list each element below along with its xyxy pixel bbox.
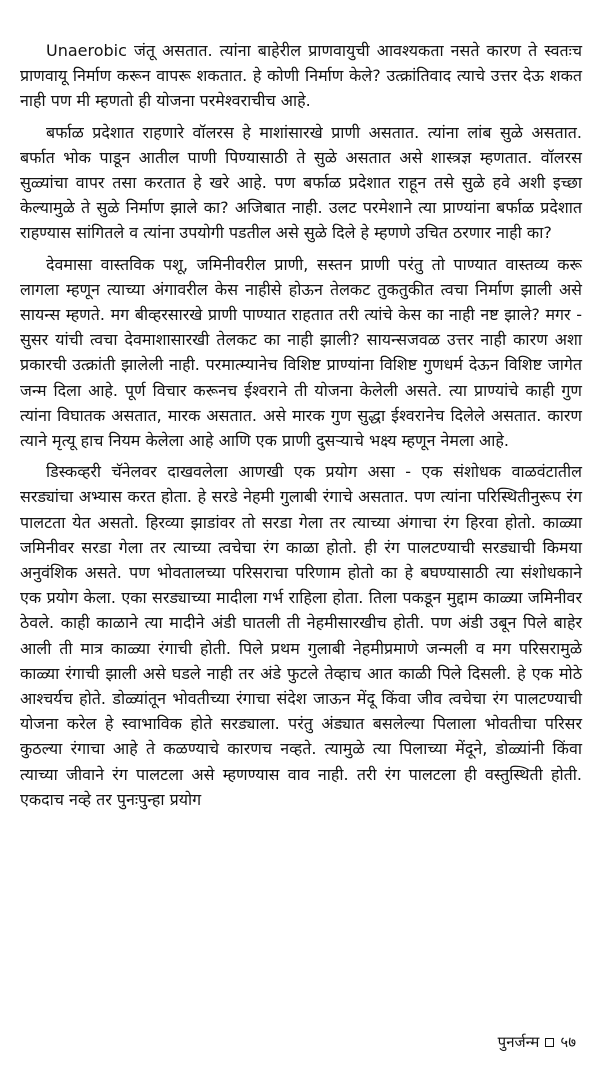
square-separator-icon: [545, 1038, 554, 1047]
paragraph-whale: देवमासा वास्तविक पशू, जमिनीवरील प्राणी, सस्तन प्राणी परंतु तो पाण्यात वास्तव्य करू लागला म्हणून त्याच्या अंगावरील केस नाहीसे होऊन तेलकट तुकतुकीत त्वचा निर्माण झाली असे सायन्स म्हणते. मग बीव्हरसारखे प्राणी पाण्यात राहतात तरी त्यांचे केस का नाही नष्ट झाले? मगर - सुसर यांची त्वचा देवमाशासारखी तेलकट का नाही झाली? सायन्सजवळ उत्तर नाही कारण अशा प्रकारची उत्क्रांती झालेली नाही. परमात्म्यानेच विशिष्ट प्राण्यांना विशिष्ट गुणधर्म देऊन विशिष्ट जागेत जन्म दिला आहे. पूर्ण विचार करूनच ईश्वराने ती योजना केलेली असते. त्या प्राण्यांचे काही गुण त्यांना विघातक असतात, मारक असतात. असे मारक गुण सुद्धा ईश्वरानेच दिलेले असतात. कारण त्याने मृत्यू हाच नियम केलेला आहे आणि एक प्राणी दुसऱ्याचे भक्ष्य म्हणून नेमला आहे.: [20, 254, 582, 451]
paragraph-walrus: बर्फाळ प्रदेशात राहणारे वॉलरस हे माशांसारखे प्राणी असतात. त्यांना लांब सुळे असतात. बर्फात भोक पाडून आतील पाणी पिण्यासाठी ते सुळे असतात असे शास्त्रज्ञ म्हणतात. वॉलरस सुळ्यांचा वापर तसा करतात हे खरे आहे. पण बर्फाळ प्रदेशात राहून तसे सुळे हवे अशी इच्छा केल्यामुळे ते सुळे निर्माण झाले का? अजिबात नाही. उलट परमेशाने त्या प्राण्यांना बर्फाळ प्रदेशात राहण्यास सांगितले व त्यांना उपयोगी पडतील असे सुळे दिले हे म्हणणे उचित ठरणार नाही का?: [20, 122, 582, 243]
paragraph-anaerobic: Unaerobic जंतू असतात. त्यांना बाहेरील प्राणवायुची आवश्यकता नसते कारण ते स्वतःच प्राणवायू निर्माण करून वापरू शकतात. हे कोणी निर्माण केले? उत्क्रांतिवाद त्याचे उत्तर देऊ शकत नाही पण मी म्हणतो ही योजना परमेश्वराचीच आहे.: [20, 41, 582, 111]
page-number: ५७: [560, 1033, 576, 1051]
paragraph-chameleon-experiment: डिस्कव्हरी चॅनेलवर दाखवलेला आणखी एक प्रयोग असा - एक संशोधक वाळवंटातील सरड्यांचा अभ्यास करत होता. हे सरडे नेहमी गुलाबी रंगाचे असतात. पण त्यांना परिस्थितीनुरूप रंग पालटता येत असतो. हिरव्या झाडांवर तो सरडा गेला तर त्याच्या अंगाचा रंग हिरवा होतो. काळ्या जमिनीवर सरडा गेला तर त्याच्या त्वचेचा रंग काळा होतो. ही रंग पालटण्याची सरड्याची किमया अनुवंशिक असते. पण भोवतालच्या परिसराचा परिणाम होतो का हे बघण्यासाठी त्या संशोधकाने एक प्रयोग केला. एका सरड्याच्या मादीला गर्भ राहिला होता. तिला पकडून मुद्दाम काळ्या जमिनीवर ठेवले. काही काळाने त्या मादीने अंडी घातली ती नेहमीसारखीच होती. पण अंडी उबून पिले बाहेर आली ती मात्र काळ्या रंगाची होती. पिले प्रथम गुलाबी नेहमीप्रमाणे जन्मली व मग परिसरामुळे काळ्या रंगाची झाली असे घडले नाही तर अंडे फुटले तेव्हाच आत काळी पिले दिसली. हे एक मोठे आश्चर्यच होते. डोळ्यांतून भोवतीच्या रंगाचा संदेश जाऊन मेंदू किंवा जीव त्वचेचा रंग पालटण्याची योजना करेल हे स्वाभाविक होते सरड्याला. परंतु अंड्यात बसलेल्या पिलाला भोवतीचा परिसर कुठल्या रंगाचा आहे ते कळण्याचे कारणच नव्हते. त्यामुळे त्या पिलाच्या मेंदूने, डोळ्यांनी किंवा त्याच्या जीवाने रंग पालटला असे म्हणण्यास वाव नाही. तरी रंग पालटला ही वस्तुस्थिती होती. एकदाच नव्हे तर पुनःपुन्हा प्रयोग: [20, 462, 582, 809]
footer-book-title: पुनर्जन्म: [497, 1033, 540, 1051]
page-footer: [498, 1032, 576, 1052]
